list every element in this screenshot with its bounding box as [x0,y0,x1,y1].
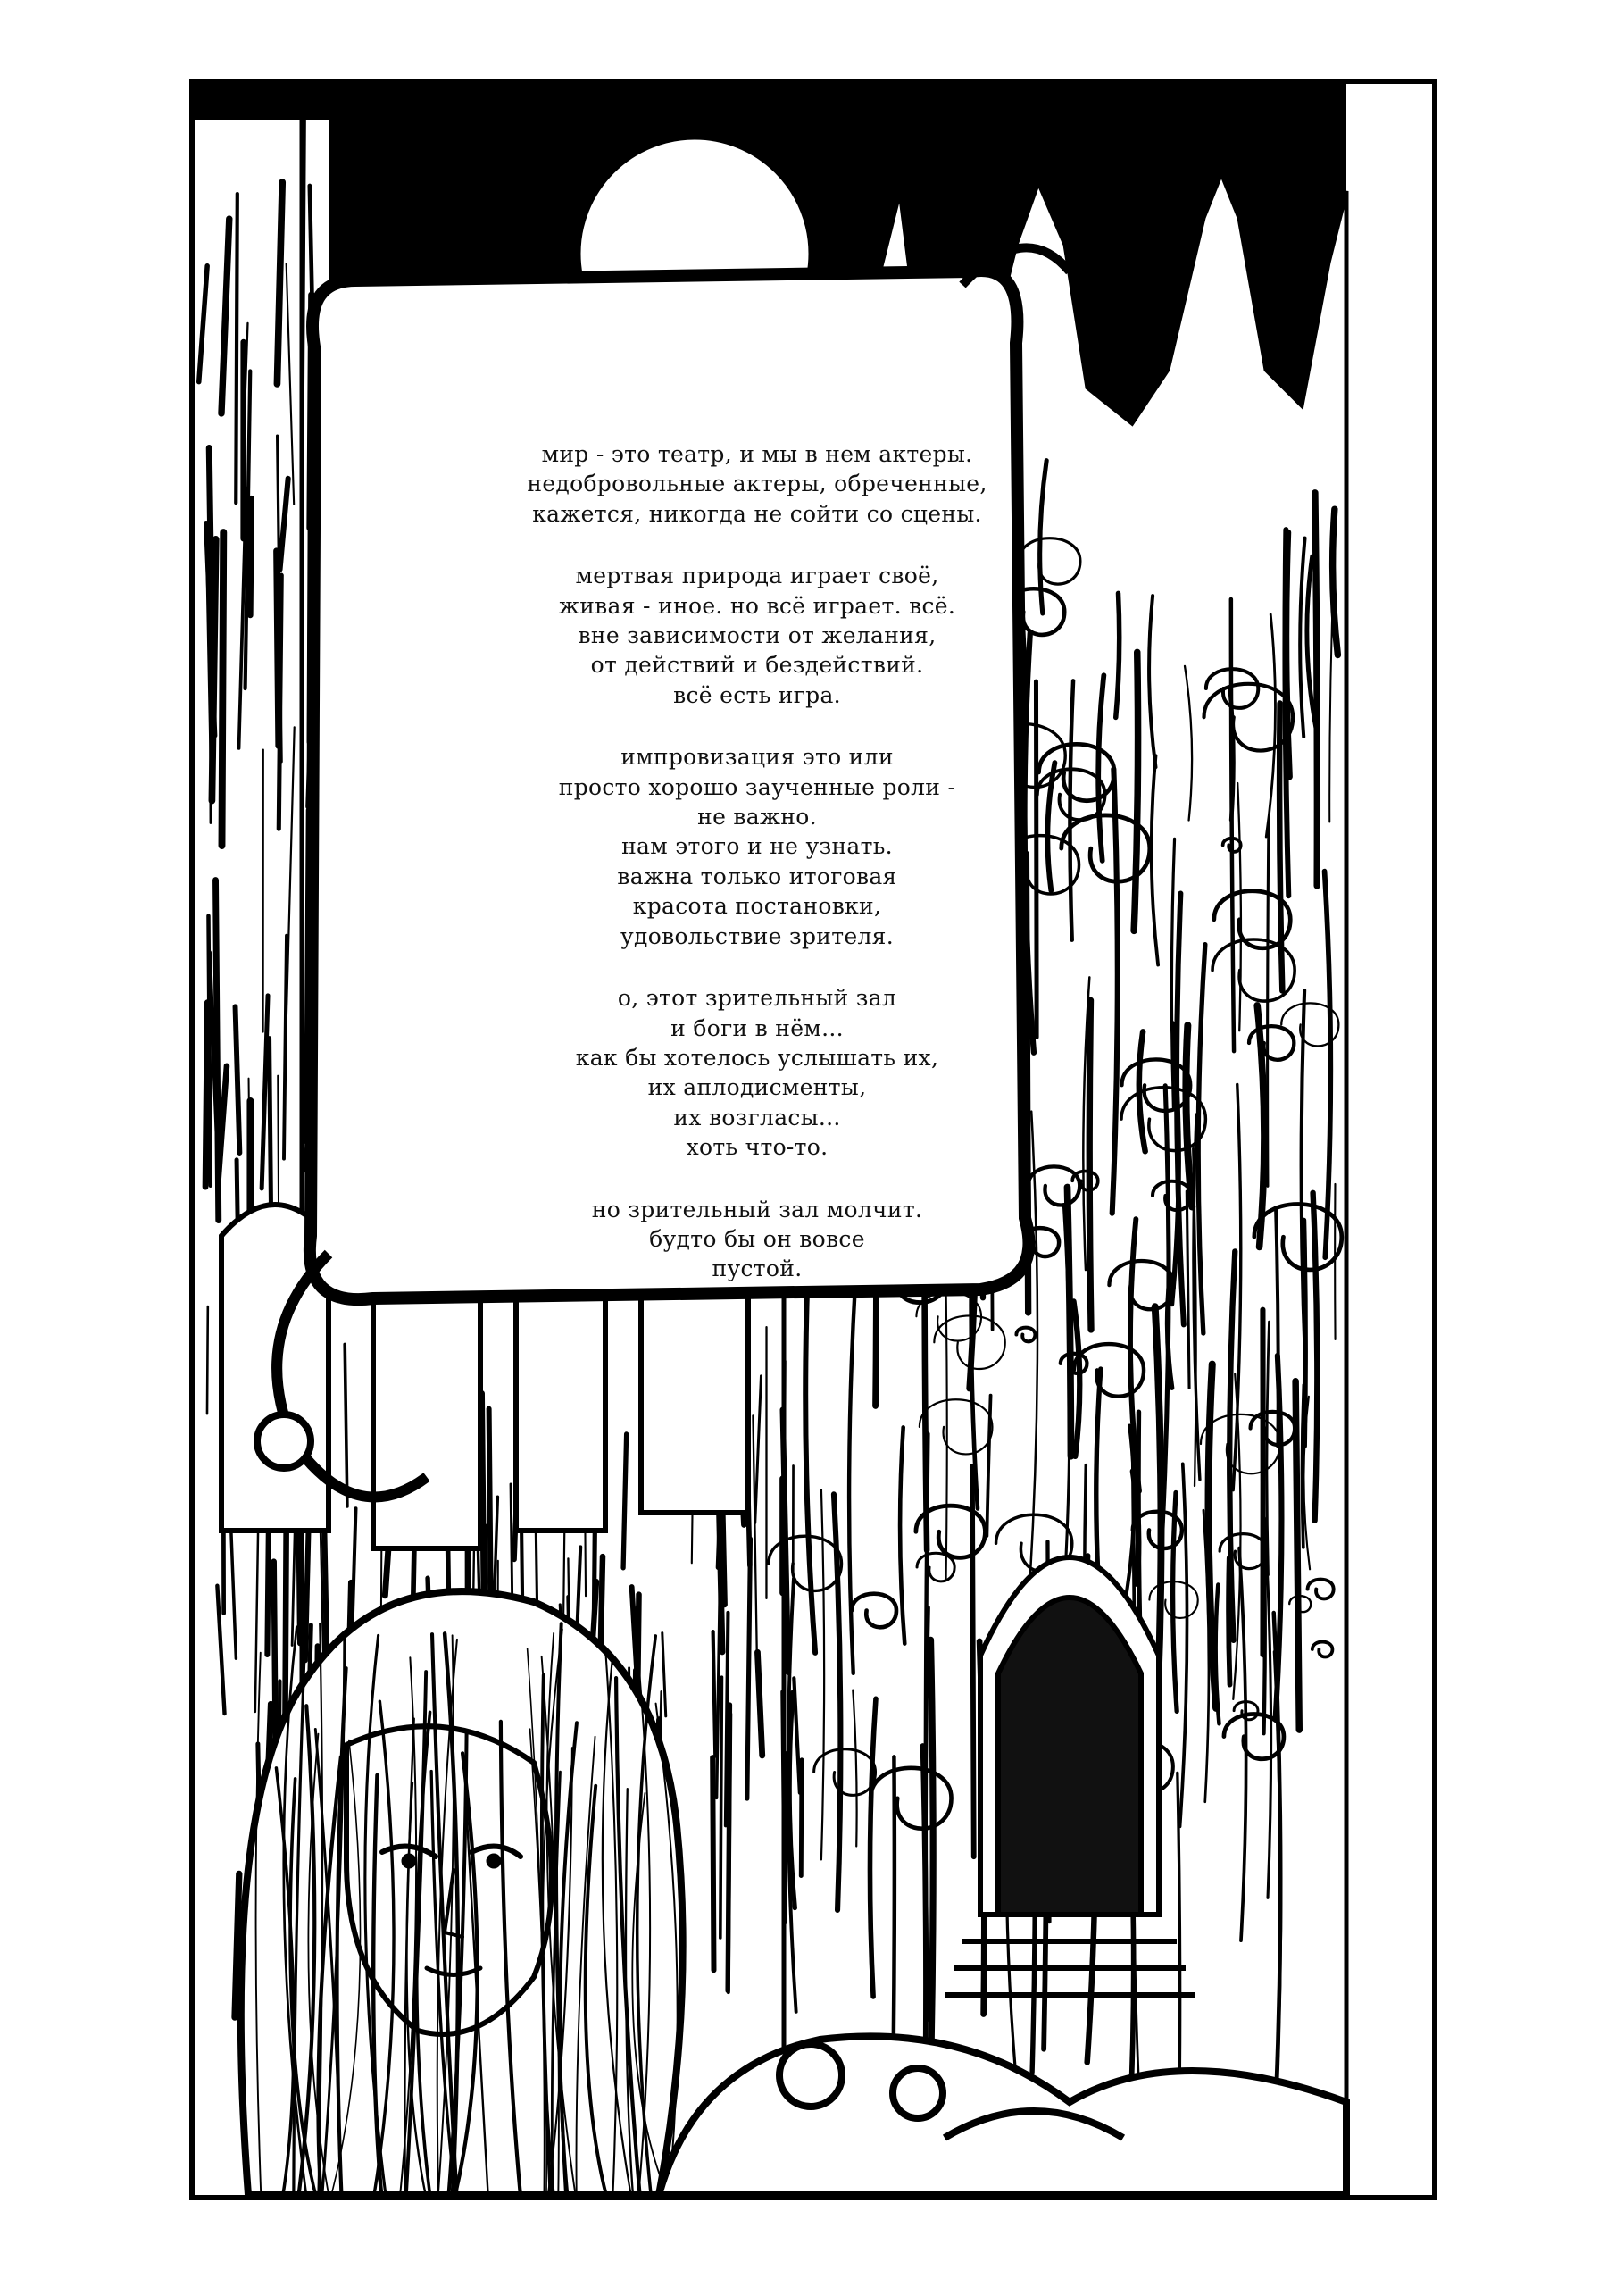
stanza-1 [527,439,987,529]
caption-line: нам этого и не узнать. [621,833,893,860]
caption-line: их возгласы... [673,1104,841,1131]
caption-line: всё есть игра. [673,681,841,708]
caption-line: о, этот зрительный зал [617,985,897,1012]
caption-line: пустой. [712,1256,803,1282]
comic-panel [189,79,1437,2200]
caption-line: мертвая природа играет своё, [575,563,939,589]
caption-line: удовольствие зрителя. [620,922,894,949]
caption-line: кажется, никогда не сойти со сцены. [532,500,982,527]
caption-line: вне зависимости от желания, [578,622,937,649]
caption-line: важна только итоговая [617,863,897,889]
stanza-5 [592,1195,922,1284]
caption-line: недобровольные актеры, обреченные, [527,471,987,497]
caption-box [507,423,1007,1312]
caption-line: и боги в нём... [670,1014,844,1041]
caption-line: живая - иное. но всё играет. всё. [558,592,956,619]
stanza-2 [559,561,955,710]
caption-line: не важно. [697,804,817,830]
stanza-3 [559,742,956,951]
caption-line: их аплодисменты, [647,1074,867,1101]
caption-line: как бы хотелось услышать их, [575,1044,939,1071]
right-pillar [1346,84,1432,2195]
caption-line: красота постановки, [632,893,882,920]
caption-line: просто хорошо заученные роли - [558,773,956,800]
caption-line: но зрительный зал молчит. [591,1196,923,1222]
caption-line: хоть что-то. [686,1134,829,1161]
caption-line: будто бы он вовсе [649,1225,865,1252]
stanza-4 [576,983,938,1162]
caption-line: импровизация это или [620,744,894,771]
caption-line: от действий и бездействий. [590,652,924,679]
caption-line: мир - это театр, и мы в нем актеры. [541,441,973,467]
